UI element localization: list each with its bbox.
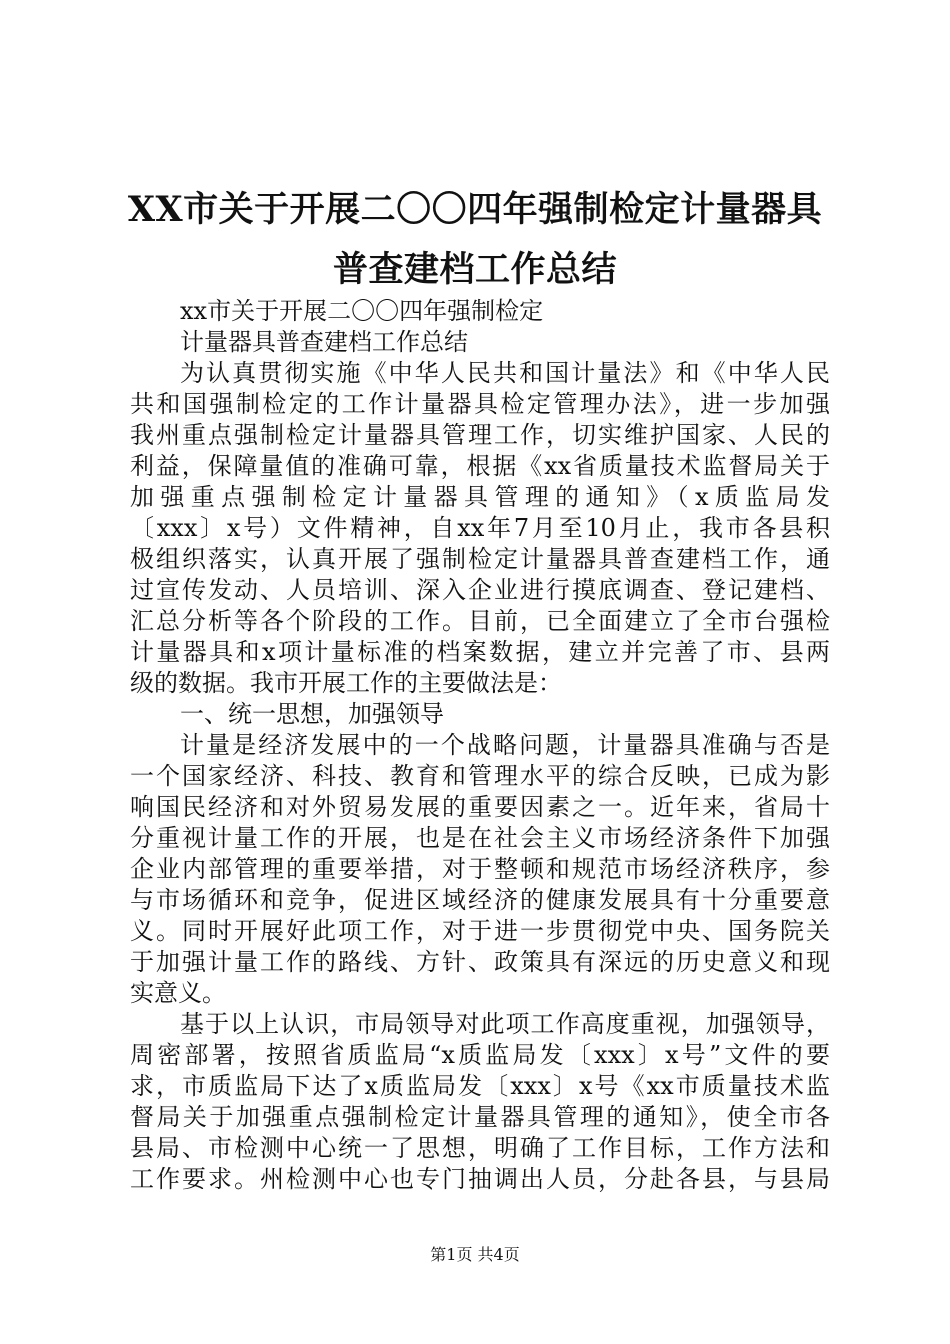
paragraph-line: 与市场循环和竞争，促进区域经济的健康发展具有十分重要意 [130, 886, 830, 914]
paragraph-line: 周密部署，按照省质监局“x质监局发〔xxx〕x号”文件的要 [130, 1041, 830, 1069]
paragraph-line: 分重视计量工作的开展，也是在社会主义市场经济条件下加强 [130, 824, 830, 852]
paragraph-line: 计量是经济发展中的一个战略问题，计量器具准确与否是 [180, 731, 830, 759]
paragraph-line: 极组织落实，认真开展了强制检定计量器具普查建档工作，通 [130, 545, 830, 573]
paragraph-line: 过宣传发动、人员培训、深入企业进行摸底调查、登记建档、 [130, 576, 830, 604]
section-heading: 一、统一思想，加强领导 [180, 700, 444, 728]
paragraph-line: 为认真贯彻实施《中华人民共和国计量法》和《中华人民 [180, 359, 830, 387]
document-body [130, 296, 830, 1195]
paragraph-line: 〔xxx〕x号）文件精神，自xx年7月至10月止，我市各县积 [130, 514, 830, 542]
paragraph-line: 求，市质监局下达了x质监局发〔xxx〕x号《xx市质量技术监 [130, 1072, 830, 1100]
paragraph-line: 级的数据。我市开展工作的主要做法是： [130, 669, 562, 697]
paragraph-line: 企业内部管理的重要举措，对于整顿和规范市场经济秩序，参 [130, 855, 830, 883]
paragraph-line: 汇总分析等各个阶段的工作。目前，已全面建立了全市台强检 [130, 607, 830, 635]
paragraph-line: 基于以上认识，市局领导对此项工作高度重视，加强领导， [180, 1010, 830, 1038]
document-title-line-2: 普查建档工作总结 [332, 249, 617, 290]
paragraph-line: 工作要求。州检测中心也专门抽调出人员，分赴各县，与县局 [130, 1165, 830, 1193]
paragraph-line: 计量器具和x项计量标准的档案数据，建立并完善了市、县两 [130, 638, 830, 666]
paragraph-line: 响国民经济和对外贸易发展的重要因素之一。近年来，省局十 [130, 793, 830, 821]
paragraph-line: 实意义。 [130, 979, 226, 1007]
paragraph-line: 一个国家经济、科技、教育和管理水平的综合反映，已成为影 [130, 762, 830, 790]
paragraph-line: 于加强计量工作的路线、方针、政策具有深远的历史意义和现 [130, 948, 830, 976]
paragraph-line: 县局、市检测中心统一了思想，明确了工作目标，工作方法和 [130, 1134, 830, 1162]
paragraph-line: 利益，保障量值的准确可靠，根据《xx省质量技术监督局关于 [130, 452, 830, 480]
paragraph-line: 督局关于加强重点强制检定计量器具管理的通知》，使全市各 [130, 1103, 830, 1131]
page-number-footer: 第1页 共4页 [430, 1245, 520, 1264]
paragraph-line: 加强重点强制检定计量器具管理的通知》（x质监局发 [130, 483, 830, 511]
subtitle-line-2: 计量器具普查建档工作总结 [180, 328, 468, 356]
document-title-line-1: XX市关于开展二〇〇四年强制检定计量器具 [127, 189, 823, 230]
paragraph-line: 共和国强制检定的工作计量器具检定管理办法》，进一步加强 [130, 390, 830, 418]
subtitle-line-1: xx市关于开展二〇〇四年强制检定 [180, 297, 544, 325]
paragraph-line: 义。同时开展好此项工作，对于进一步贯彻党中央、国务院关 [130, 917, 830, 945]
paragraph-line: 我州重点强制检定计量器具管理工作，切实维护国家、人民的 [130, 421, 830, 449]
